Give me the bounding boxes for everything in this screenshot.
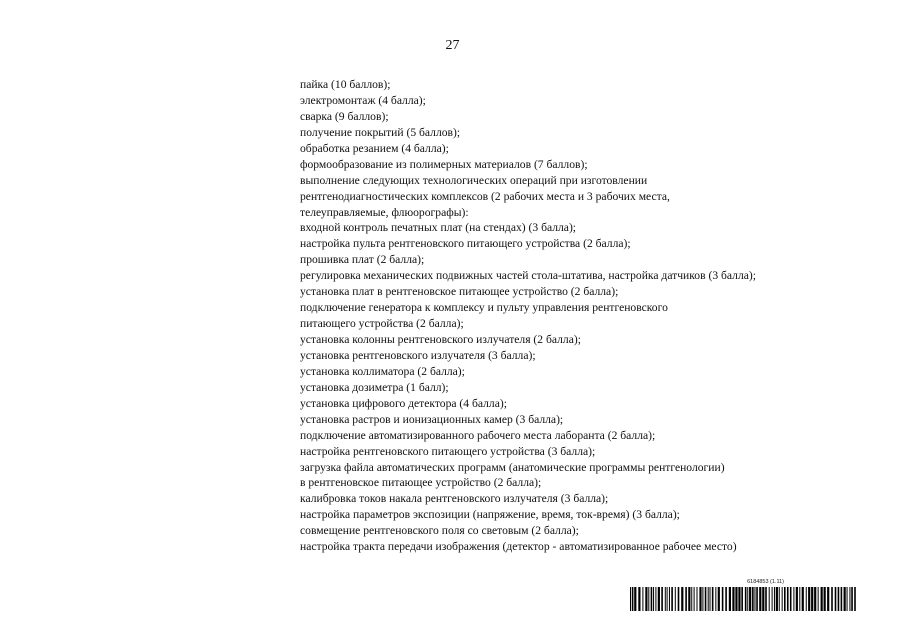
barcode-bar	[718, 587, 720, 611]
barcode-bar	[691, 587, 692, 611]
barcode-bar	[702, 587, 703, 611]
barcode-bar	[669, 587, 670, 611]
text-line: установка дозиметра (1 балл);	[300, 380, 449, 394]
barcode-bar	[671, 587, 673, 611]
barcode-bar	[831, 587, 833, 611]
barcode-bar	[784, 587, 786, 611]
barcode-bar	[747, 587, 748, 611]
text-line: в рентгеновское питающее устройство (2 балла);	[300, 476, 542, 490]
document-body	[300, 77, 890, 555]
barcode-bar	[851, 587, 853, 611]
barcode-bar	[793, 587, 794, 611]
barcode-bar	[732, 587, 734, 611]
barcode-bar	[844, 587, 846, 611]
barcode-bar	[688, 587, 690, 611]
barcode-bar	[634, 587, 636, 611]
text-line: настройка рентгеновского питающего устройства (3 балла);	[300, 444, 596, 458]
barcode-bar	[705, 587, 707, 611]
barcode-bar	[808, 587, 810, 611]
text-line: входной контроль печатных плат (на стендах) (3 балла);	[300, 221, 577, 235]
barcode-bar	[774, 587, 775, 611]
text-line: формообразование из полимерных материалов (7 баллов);	[300, 157, 588, 171]
text-line: электромонтаж (4 балла);	[300, 93, 426, 107]
text-line: установка растров и ионизационных камер (3 балла);	[300, 412, 564, 426]
barcode-bar	[756, 587, 758, 611]
barcode-bar	[699, 587, 701, 611]
page-number: 27	[445, 38, 460, 53]
barcode-bar	[827, 587, 829, 611]
barcode-bar	[725, 587, 727, 611]
barcode-code: 6184853 (1.11)	[747, 579, 784, 585]
barcode-bar	[779, 587, 780, 611]
barcode-bar	[806, 587, 807, 611]
barcode-bar	[630, 587, 631, 611]
text-line: установка рентгеновского излучателя (3 балла);	[300, 348, 536, 362]
text-line: настройка пульта рентгеновского питающего устройства (2 балла);	[300, 237, 631, 251]
barcode-bar	[738, 587, 740, 611]
text-line: сварка (9 баллов);	[300, 109, 389, 123]
barcode-bar	[818, 587, 819, 611]
barcode-bar	[651, 587, 653, 611]
barcode-bar	[799, 587, 800, 611]
barcode-bar	[735, 587, 737, 611]
barcode-bar	[658, 587, 660, 611]
barcode-bar	[697, 587, 698, 611]
barcode-bar	[729, 587, 731, 611]
barcode-bar	[749, 587, 751, 611]
text-line: калибровка токов накала рентгеновского излучателя (3 балла);	[300, 492, 609, 506]
text-line: регулировка механических подвижных частей стола-штатива, настройка датчиков (3 балла);	[300, 269, 756, 283]
text-line: настройка тракта передачи изображения (детектор - автоматизированное рабочее место)	[300, 540, 737, 554]
barcode-bar	[661, 587, 663, 611]
barcode-bar	[762, 587, 764, 611]
text-line: установка цифрового детектора (4 балла);	[300, 396, 507, 410]
barcode-bar	[849, 587, 850, 611]
barcode-bar	[638, 587, 640, 611]
text-line: выполнение следующих технологических операций при изготовлении	[300, 173, 648, 187]
barcode-bar	[685, 587, 687, 611]
barcode-bar	[712, 587, 714, 611]
barcode-bar	[790, 587, 792, 611]
barcode-bar	[681, 587, 683, 611]
barcode-bar	[787, 587, 789, 611]
barcode-bar	[854, 587, 856, 611]
text-line: установка колонны рентгеновского излучателя (2 балла);	[300, 333, 581, 346]
text-line: питающего устройства (2 балла);	[300, 317, 464, 331]
text-line: прошивка плат (2 балла);	[300, 253, 425, 267]
barcode-bar	[765, 587, 767, 611]
barcode-bar	[655, 587, 656, 611]
barcode-bar	[667, 587, 668, 611]
barcode-bar	[759, 587, 761, 611]
barcode-bar	[769, 587, 770, 611]
text-line: загрузка файла автоматических программ (анатомические программы рентгенологии)	[300, 460, 725, 474]
barcode-bar	[645, 587, 647, 611]
barcode	[630, 579, 858, 611]
barcode-bar	[752, 587, 754, 611]
barcode-bar	[642, 587, 643, 611]
barcode-bar	[821, 587, 823, 611]
barcode-bar	[841, 587, 843, 611]
text-line: рентгенодиагностических комплексов (2 рабочих места и 3 рабочих места,	[300, 189, 670, 203]
barcode-bar	[648, 587, 649, 611]
text-line: установка коллиматора (2 балла);	[300, 364, 465, 378]
text-line: телеуправляемые, флюорографы):	[300, 205, 469, 219]
barcode-bar	[824, 587, 826, 611]
text-line: совмещение рентгеновского поля со световым (2 балла);	[300, 524, 579, 538]
barcode-bar	[811, 587, 813, 611]
barcode-bar	[708, 587, 709, 611]
barcode-bar	[632, 587, 634, 611]
text-line: настройка параметров экспозиции (напряжение, время, ток-время) (3 балла);	[300, 508, 680, 522]
barcode-bar	[665, 587, 666, 611]
barcode-bar	[796, 587, 798, 611]
barcode-bar	[715, 587, 716, 611]
text-line: пайка (10 баллов);	[300, 78, 391, 91]
barcode-bar	[741, 587, 743, 611]
barcode-bar	[694, 587, 695, 611]
barcode-bars	[630, 587, 858, 611]
text-line: установка плат в рентгеновское питающее устройство (2 балла);	[300, 285, 619, 299]
barcode-bar	[802, 587, 804, 611]
barcode-bar	[675, 587, 676, 611]
text-line: подключение генератора к комплексу и пульту управления рентгеновского	[300, 301, 668, 315]
barcode-bar	[745, 587, 747, 611]
barcode-bar	[847, 587, 848, 611]
barcode-bar	[754, 587, 755, 611]
barcode-bar	[653, 587, 654, 611]
barcode-bar	[776, 587, 778, 611]
barcode-bar	[838, 587, 840, 611]
barcode-bar	[782, 587, 783, 611]
text-line: подключение автоматизированного рабочего места лаборанта (2 балла);	[300, 428, 656, 442]
barcode-bar	[772, 587, 773, 611]
barcode-bar	[814, 587, 816, 611]
text-line: получение покрытий (5 баллов);	[300, 125, 461, 139]
text-line: обработка резанием (4 балла);	[300, 141, 449, 155]
barcode-bar	[678, 587, 680, 611]
barcode-bar	[710, 587, 711, 611]
barcode-bar	[722, 587, 724, 611]
barcode-bar	[835, 587, 837, 611]
